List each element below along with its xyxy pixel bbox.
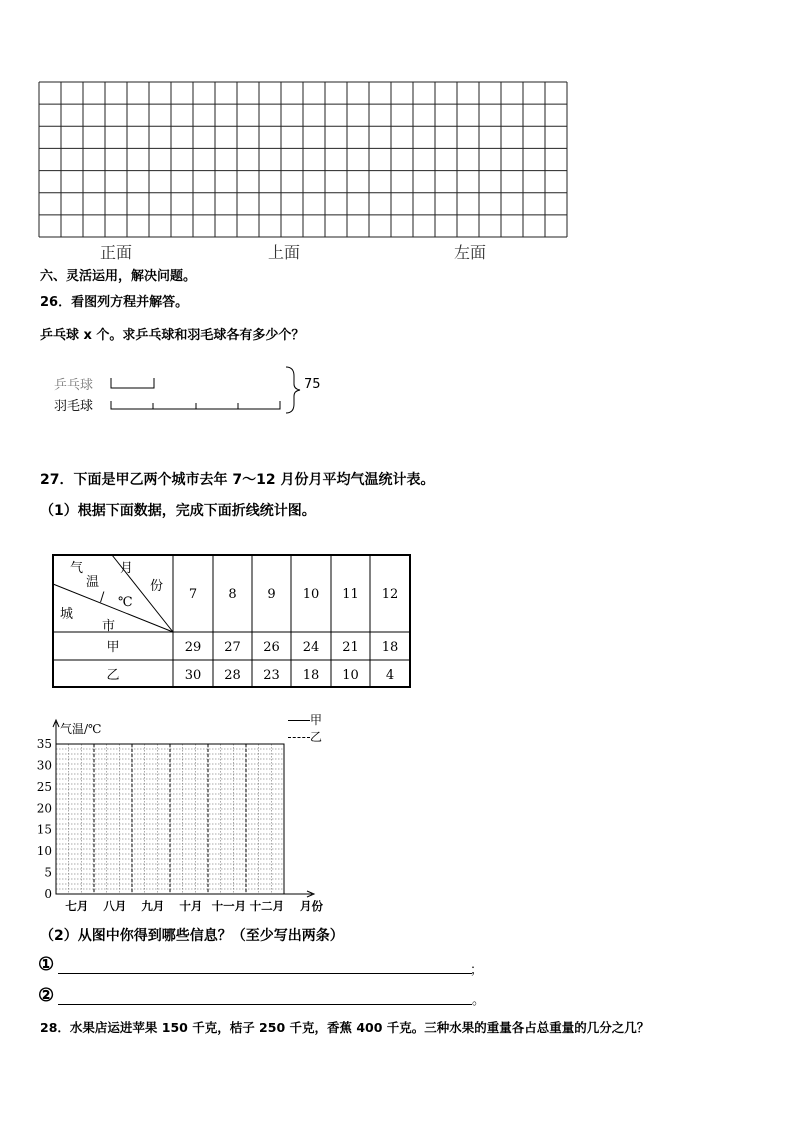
table-cell-value: 24 [302,640,320,655]
grid-label-top: 上面 [268,243,301,262]
x-tick-label: 十一月 [211,899,247,913]
answer-mark-1: ① [38,954,55,975]
corner-cheng: 城 [60,607,74,622]
table-cell-value: 28 [224,668,241,683]
temperature-line-chart [30,716,330,920]
q28-text: 28．水果店运进苹果 150 千克，桔子 250 千克，香蕉 400 千克。三种水果的重量各占总重量的几分之几？ [40,1020,650,1035]
table-header-month: 12 [381,587,399,602]
x-tick-label: 八月 [103,899,127,913]
q26-label-pingpong: 乒乓球 [54,378,94,393]
q26-bar-pingpong [111,378,154,388]
table-cell-value: 27 [224,640,241,655]
x-tick-label: 七月 [65,899,89,913]
table-header-month: 11 [342,587,359,602]
y-tick-label: 35 [36,737,52,751]
q26-total: 75 [304,377,321,392]
corner-month: 月 [120,561,134,576]
temperature-table [52,554,412,690]
corner-slash: / [100,590,105,605]
legend-label-yi: 乙 [310,730,323,744]
table-row-city: 乙 [106,668,120,683]
answer-mark-2: ② [38,985,55,1006]
table-header-month: 10 [302,587,320,602]
y-axis-label: 气温/℃ [60,722,102,736]
table-header-month: 7 [188,587,198,602]
x-tick-label: 十月 [179,899,203,913]
y-tick-label: 10 [36,844,52,859]
table-cell-value: 18 [381,640,399,655]
grid-label-left: 左面 [454,243,487,262]
table-header-month: 8 [228,587,237,602]
x-tick-label: 十二月 [249,899,285,913]
table-cell-value: 21 [342,640,359,655]
answer-end-2: 。 [472,993,486,1008]
legend-label-jia: 甲 [310,713,323,727]
table-cell-value: 26 [263,640,280,655]
answer-end-1: ； [470,963,484,978]
corner-fen: 份 [150,579,164,594]
y-tick-label: 30 [36,758,52,773]
q27-sub2: （2）从图中你得到哪些信息？（至少写出两条） [40,928,344,944]
corner-unit: ℃ [118,595,133,610]
table-header-month: 9 [267,587,276,602]
table-row-city: 甲 [106,640,120,655]
grid-label-front: 正面 [100,243,133,262]
x-tick-label: 九月 [141,899,165,913]
answer-line-2[interactable] [58,1004,472,1005]
table-cell-value: 23 [263,668,280,683]
table-cell-value: 10 [342,668,359,683]
drawing-grid [38,80,570,240]
q27-title: 27．下面是甲乙两个城市去年 7～12 月份月平均气温统计表。 [40,472,435,488]
q26-prompt: 乒乓球 x 个。求乒乓球和羽毛球各有多少个？ [40,328,305,343]
corner-qi: 气 [70,561,84,576]
q26-title: 26．看图列方程并解答。 [40,295,189,310]
table-cell-value: 4 [385,668,395,683]
x-axis-label: 月份 [300,899,323,913]
q26-segment-diagram [108,366,308,416]
section-heading: 六、灵活运用，解决问题。 [40,269,197,284]
answer-line-1[interactable] [58,973,472,974]
corner-shi: 市 [102,619,116,634]
q27-sub1: （1）根据下面数据，完成下面折线统计图。 [40,503,316,519]
q26-brace [286,367,300,413]
y-tick-label: 25 [36,779,52,794]
y-tick-label: 15 [36,822,52,837]
table-cell-value: 29 [184,640,202,655]
y-tick-label: 5 [44,865,52,880]
table-cell-value: 18 [302,668,320,683]
table-cell-value: 30 [184,668,202,683]
y-tick-label: 0 [44,887,52,901]
corner-wen: 温 [86,575,100,590]
q26-label-badminton: 羽毛球 [54,399,94,414]
y-tick-label: 20 [36,801,52,816]
